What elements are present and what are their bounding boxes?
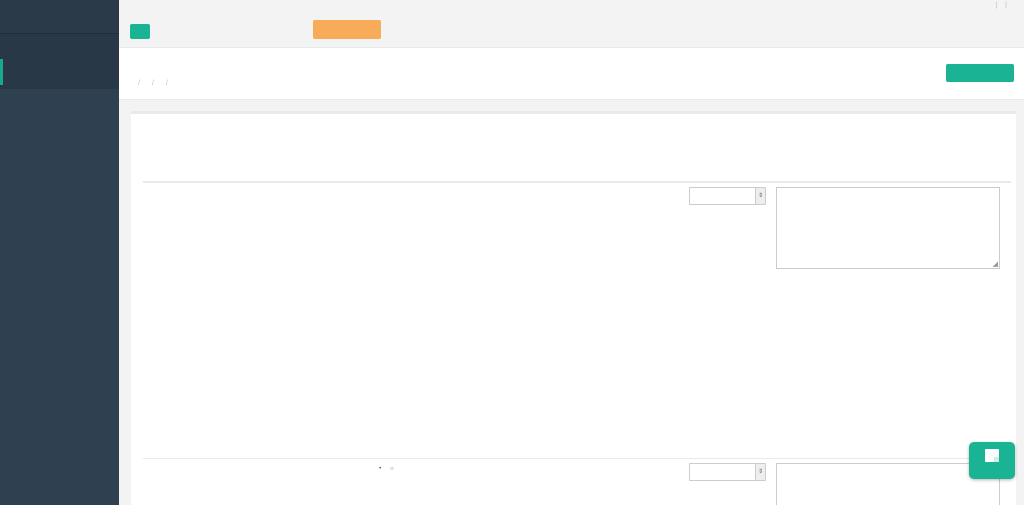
notes-float-button[interactable] — [969, 442, 1015, 479]
row1-opis-textarea[interactable] — [776, 187, 1000, 269]
chevron-down-icon: ⇕ — [755, 188, 765, 204]
assessment-card — [131, 111, 1016, 505]
row2-kryteria — [377, 464, 677, 465]
sidebar-item-firma[interactable] — [0, 59, 119, 85]
breadcrumb: / / / — [138, 80, 168, 87]
row1-weryfikacja-select[interactable] — [689, 187, 766, 205]
top-header — [119, 13, 1024, 48]
context-switcher[interactable] — [0, 33, 119, 59]
menu-toggle-button[interactable] — [130, 24, 150, 39]
firma-submenu — [0, 59, 119, 89]
page-heading — [119, 48, 1024, 100]
row2-weryfikacja-select[interactable] — [689, 463, 766, 481]
support-bar: | | — [119, 0, 1024, 13]
sidebar — [0, 0, 119, 505]
sticky-note-icon — [985, 449, 999, 462]
order-license-button[interactable] — [313, 20, 381, 39]
resize-grip-icon[interactable]: ◢ — [992, 261, 998, 268]
sidebar-brand — [0, 0, 119, 33]
back-to-list-button[interactable] — [946, 64, 1014, 82]
row2-opis-textarea[interactable] — [776, 463, 1000, 505]
chevron-down-icon: ⇕ — [755, 464, 765, 480]
